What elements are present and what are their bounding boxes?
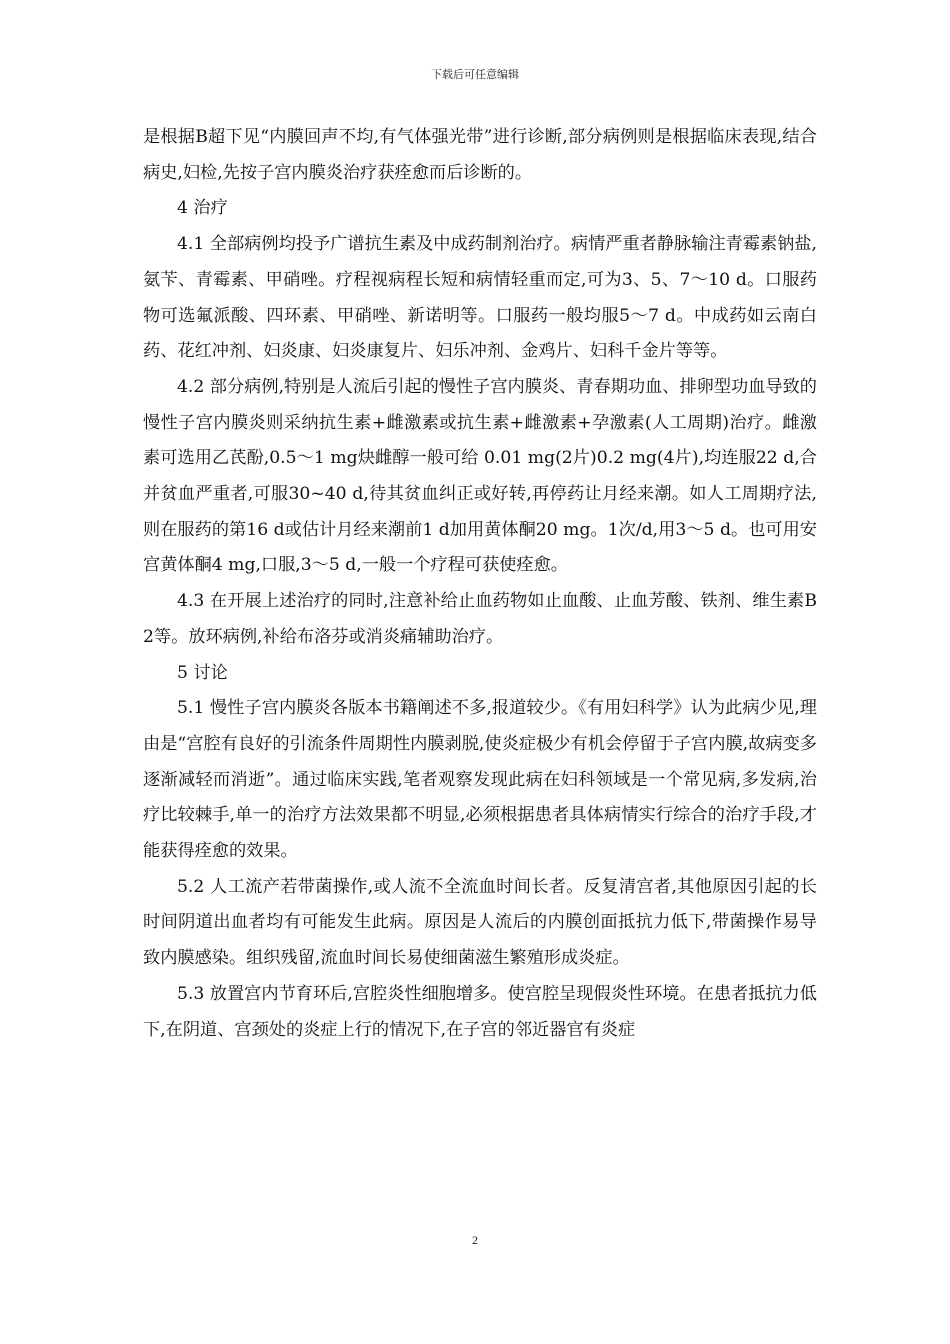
paragraph-5-3: 5.3 放置宫内节育环后,宫腔炎性细胞增多。使宫腔呈现假炎性环境。在患者抵抗力低下,在阴道、宫颈处的炎症上行的情况下,在子宫的邻近器官有炎症	[143, 983, 817, 1040]
section-heading-treatment: 4 治疗	[177, 198, 228, 219]
paragraph-4-3: 4.3 在开展上述治疗的同时,注意补给止血药物如止血酸、止血芳酸、铁剂、维生素B2等。放环病例,补给布洛芬或消炎痛辅助治疗。	[143, 591, 817, 647]
paragraph-4-1: 4.1 全部病例均投予广谱抗生素及中成药制剂治疗。病情严重者静脉输注青霉素钠盐,氨苄、青霉素、甲硝唑。疗程视病程长短和病情轻重而定,可为3、5、7～10 d。口服药物可选氟派酸、四环素、甲硝唑、新诺明等。口服药一般均服5～7 d。中成药如云南白药、花红冲剂、妇炎康、妇炎康复片、妇乐冲剂、金鸡片、妇科千金片等等。	[143, 234, 817, 362]
paragraph-continuation: 是根据B超下见“内膜回声不均,有气体强光带”进行诊断,部分病例则是根据临床表现,结合病史,妇检,先按子宫内膜炎治疗获痊愈而后诊断的。	[143, 127, 817, 183]
paragraph-4-2: 4.2 部分病例,特别是人流后引起的慢性子宫内膜炎、青春期功血、排卵型功血导致的慢性子宫内膜炎则采纳抗生素+雌激素或抗生素+雌激素+孕激素(人工周期)治疗。雌激素可选用乙芪酚,0.5～1 mg炔雌醇一般可给 0.01 mg(2片)0.2 mg(4片),均连服22 d,合并贫血严重者,可服30~40 d,待其贫血纠正或好转,再停药让月经来潮。如人工周期疗法,则在服药的第16 d或估计月经来潮前1 d加用黄体酮20 mg。1次/d,用3～5 d。也可用安宫黄体酮4 mg,口服,3～5 d,一般一个疗程可获使痊愈。	[143, 376, 817, 576]
paragraph-5-1: 5.1 慢性子宫内膜炎各版本书籍阐述不多,报道较少。《有用妇科学》认为此病少见,理由是“宫腔有良好的引流条件周期性内膜剥脱,使炎症极少有机会停留于子宫内膜,故病变多逐渐减轻而消逝”。通过临床实践,笔者观察发现此病在妇科领域是一个常见病,多发病,治疗比较棘手,单一的治疗方法效果都不明显,必须根据患者具体病情实行综合的治疗手段,才能获得痊愈的效果。	[143, 698, 817, 862]
section-heading-discussion: 5 讨论	[177, 662, 228, 683]
paragraph-5-2: 5.2 人工流产若带菌操作,或人流不全流血时间长者。反复清宫者,其他原因引起的长时间阴道出血者均有可能发生此病。原因是人流后的内膜创面抵抗力低下,带菌操作易导致内膜感染。组织残留,流血时间长易使细菌滋生繁殖形成炎症。	[143, 876, 817, 969]
document-body	[143, 120, 817, 1048]
page-header: 下载后可任意编辑	[431, 68, 519, 81]
page-number: 2	[472, 1233, 478, 1247]
